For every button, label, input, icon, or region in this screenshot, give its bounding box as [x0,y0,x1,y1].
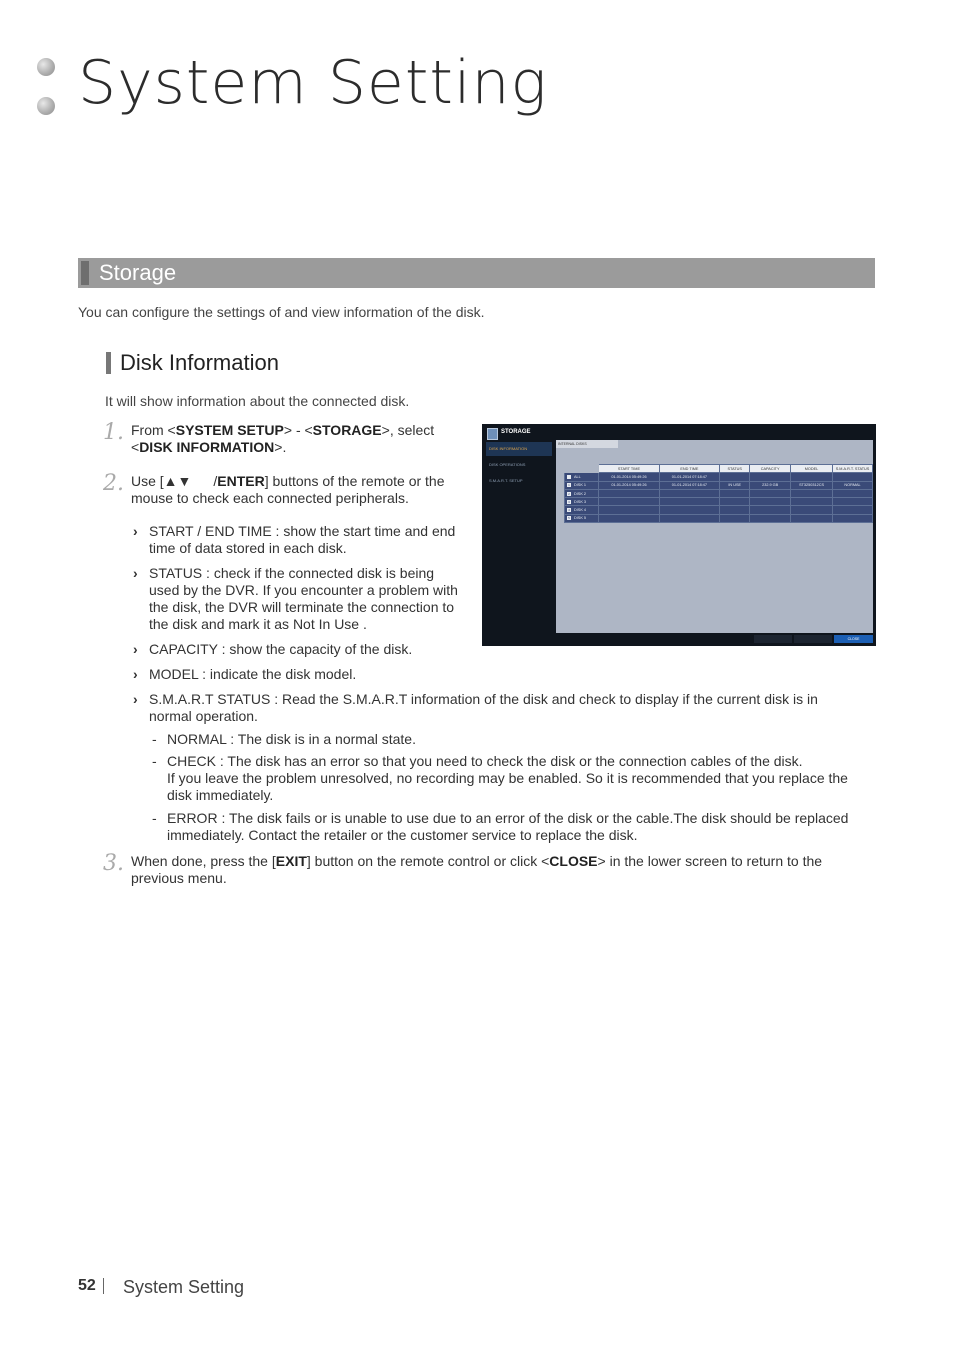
table-row[interactable] [565,481,873,489]
status-cell [720,498,750,506]
screenshot-panel [556,440,873,633]
disk-name: DISK 3 [574,499,587,504]
screenshot-title: STORAGE [501,429,531,435]
disk-name: DISK 2 [574,491,587,496]
disk-name: DISK 4 [574,508,587,513]
column-header: MODEL [791,465,833,473]
step-text [131,853,822,887]
disk-name-cell [565,473,599,481]
bullet-line: immediately. Contact the retailer or the customer service to replace the disk. [167,827,638,843]
model-cell [791,506,833,514]
disk-name: ALL [574,474,581,479]
start-time-cell [599,514,659,522]
disk-name-cell [565,514,599,522]
disk-icon: 1 [568,483,570,488]
footer-divider [103,1278,104,1294]
menu-term: DISK INFORMATION [139,439,275,455]
step-line: previous menu. [131,870,227,886]
step-line [131,439,434,456]
capacity-cell [750,473,791,481]
text-span: > - < [283,422,313,438]
list-item [152,731,416,748]
subsection-title: Disk Information [120,350,279,375]
step-number: 3. [103,851,124,876]
section-header [78,258,875,288]
chevron-right-icon: › [133,523,138,539]
close-button[interactable]: CLOSE [834,635,873,643]
bullet-line: time of data stored in each disk. [149,540,347,556]
model-cell [791,514,833,522]
bullet-line: used by the DVR. If you encounter a problem with [149,582,458,598]
text-span: ] buttons of the remote or the [264,473,445,489]
smart-cell [833,498,873,506]
menu-item-disk-information[interactable]: DISK INFORMATION [486,442,552,456]
bullet-line: CHECK : The disk has an error so that you need to check the disk or the connection cables of the disk. [167,753,803,769]
menu-item-disk-operations[interactable]: DISK OPERATIONS [489,462,526,467]
menu-item-smart-setup[interactable]: S.M.A.R.T. SETUP [489,478,523,483]
table-header-row [565,465,873,473]
step-number: 1. [103,420,124,445]
disk-table [564,464,873,523]
step-number: 2. [103,471,124,496]
status-cell: IN USE [720,481,750,489]
smart-cell [833,506,873,514]
list-item [133,666,357,683]
column-header: S.M.A.R.T. STATUS [833,465,873,473]
list-item [133,641,413,658]
subsection-marker [106,352,111,374]
bullet-line: the disk, the DVR will terminate the connection to [149,599,455,615]
text-span: > in the lower screen to return to the [597,853,823,869]
capacity-cell [750,514,791,522]
list-item [133,691,818,725]
model-cell [791,498,833,506]
menu-term: SYSTEM SETUP [175,422,284,438]
bullet-line: disk immediately. [167,787,274,803]
disk-name: DISK 5 [574,516,587,521]
dash-marker: - [152,731,157,747]
disk-icon: 2 [568,491,570,496]
end-time-cell: 01-01-2014 07:18:47 [659,473,719,481]
capacity-cell [750,506,791,514]
chevron-right-icon: › [133,565,138,581]
bullet-line: the disk and mark it as Not In Use . [149,616,367,632]
disk-icon: 5 [568,516,570,521]
bullet-line: If you leave the problem unresolved, no recording may be enabled. So it is recommended that you replace the [167,770,848,786]
start-time-cell [599,498,659,506]
text-span: When done, press the [ [131,853,276,869]
end-time-cell [659,498,719,506]
disk-name-cell [565,489,599,497]
smart-cell: NORMAL [833,481,873,489]
disk-name-cell [565,481,599,489]
bullet-line: START / END TIME : show the start time and end [149,523,456,539]
status-cell [720,489,750,497]
chevron-right-icon: › [133,666,138,682]
screenshot-header [485,426,873,440]
capacity-cell: 232.9 GB [750,481,791,489]
smart-cell [833,514,873,522]
step-text [131,422,434,456]
menu-term: EXIT [275,853,307,869]
footer-label: System Setting [123,1277,245,1297]
subsection-desc: It will show information about the connected disk. [105,393,410,409]
text-span: >. [274,439,287,455]
table-row[interactable] [565,506,873,514]
section-title: Storage [99,260,177,285]
bullet-line: CAPACITY : show the capacity of the disk. [149,641,413,657]
disk-name-cell [565,498,599,506]
disk-icon: 3 [568,499,570,504]
model-cell [791,473,833,481]
bullet-line: NORMAL : The disk is in a normal state. [167,731,416,747]
disk-name: DISK 1 [574,483,587,488]
tab-internal-disks[interactable]: INTERNAL DISKS [556,440,618,448]
disabled-button [794,635,832,643]
step-line [131,473,445,490]
bullet-dot-icon [37,58,55,76]
storage-icon [487,428,498,440]
model-cell [791,489,833,497]
bullet-line: normal operation. [149,708,258,724]
section-marker [81,261,89,285]
list-item [133,565,458,633]
disabled-button [754,635,792,643]
end-time-cell [659,489,719,497]
step-line [131,853,822,870]
disk-name-cell [565,506,599,514]
bullet-line: ERROR : The disk fails or is unable to use due to an error of the disk or the cable.The disk should be replaced [167,810,849,826]
list-item [133,523,456,557]
bullet-line: MODEL : indicate the disk model. [149,666,357,682]
model-cell: ST3250312CS [791,481,833,489]
step-text [131,473,445,507]
column-header: STATUS [720,465,750,473]
disk-icon [567,475,571,479]
dash-marker: - [152,810,157,826]
smart-cell [833,489,873,497]
table-row[interactable] [565,498,873,506]
start-time-cell [599,489,659,497]
status-cell [720,506,750,514]
text-span: < [131,439,140,455]
chevron-right-icon: › [133,641,138,657]
screenshot-sidebar [482,442,554,646]
start-time-cell: 01-01-2014 05:49:26 [599,481,659,489]
text-span: From < [131,422,176,438]
smart-cell [833,473,873,481]
bullet-line: S.M.A.R.T STATUS : Read the S.M.A.R.T information of the disk and check to display if the current disk is in [149,691,818,707]
start-time-cell [599,506,659,514]
dvr-screenshot [482,424,876,646]
menu-term: STORAGE [312,422,382,438]
text-span: ] button on the remote control or click < [306,853,550,869]
text-span: / [213,473,218,489]
start-time-cell: 01-01-2014 05:49:26 [599,473,659,481]
end-time-cell [659,506,719,514]
column-header: START TIME [599,465,659,473]
disk-icon: 4 [568,508,570,513]
menu-term: CLOSE [549,853,598,869]
chapter-title: System Setting [78,48,548,118]
column-header: CAPACITY [750,465,791,473]
table-row[interactable] [565,489,873,497]
list-item [152,810,849,844]
bullet-line: STATUS : check if the connected disk is being [149,565,435,581]
column-header: END TIME [659,465,719,473]
capacity-cell [750,489,791,497]
end-time-cell [659,514,719,522]
column-header [565,465,599,473]
status-cell [720,473,750,481]
text-span: Use [▲▼ [131,473,192,489]
step-line [131,422,434,439]
table-row[interactable] [565,473,873,481]
end-time-cell: 01-01-2014 07:18:47 [659,481,719,489]
capacity-cell [750,498,791,506]
table-row[interactable] [565,514,873,522]
menu-term: ENTER [217,473,265,489]
text-span: >, select [381,422,435,438]
step-line: mouse to check each connected peripherals. [131,490,409,506]
section-intro: You can configure the settings of and view information of the disk. [78,304,485,320]
status-cell [720,514,750,522]
bullet-dot-icon [37,97,55,115]
list-item [152,753,848,804]
chevron-right-icon: › [133,691,138,707]
page-number: 52 [78,1277,96,1294]
dash-marker: - [152,753,157,769]
